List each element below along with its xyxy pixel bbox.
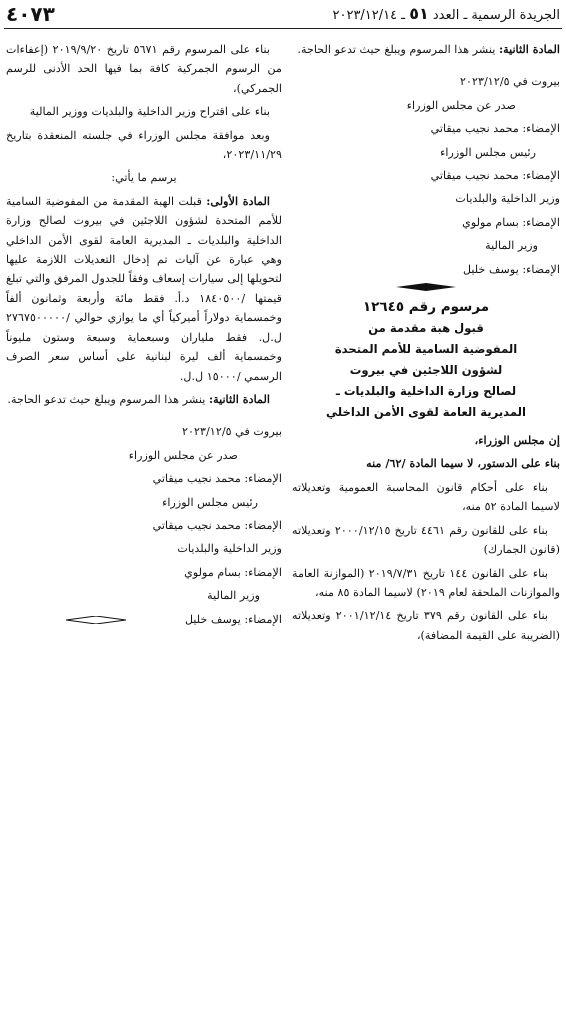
place-date: بيروت في ٢٠٢٣/١٢/٥	[182, 425, 282, 439]
legal-basis-paragraph: بناء على المرسوم رقم ٥٦٧١ تاريخ ٢٠١٩/٩/٢٠ (إعفاءات من الرسوم الجمركية كافة بما فيها الحد الأدنى للرسم الجمركي)،	[6, 43, 282, 95]
end-separator	[66, 616, 126, 624]
issue-number: ٥١	[409, 4, 429, 23]
signature-finance	[6, 610, 282, 629]
article-1-text: قبلت الهبة المقدمة من المفوضية السامية للأمم المتحدة لشؤون اللاجئين في بيروت لصالح وزارة الداخلية والبلديات ـ المديرية العامة لقوى الأمن الداخلي وهي عبارة عن آليات تم إدخال التعديلات اللازمة عليها لتحويلها إلى سيارات إسعاف وفقاً للجدول المرفق والتي تبلغ قيمتها /١٨٤٠٥٠٠ د.أ. فقط مائة وأربعة وثمانون ألفاً وخمسماية دولاراً أميركياً أي ما يوازي حوالي /٢٧٦٧٥٠٠٠٠٠ ل.ل. فقط ملياران وسبعماية وسبعة وستون مليوناً وخمسماية ألف ليرة لبنانية على أساس سعر الصرف الرسمي /١٥٠٠٠ ل.ل.	[6, 194, 282, 383]
issued-by: صدر عن مجلس الوزراء	[406, 98, 516, 112]
article-1-paragraph	[6, 192, 282, 386]
article-2-text: ينشر هذا المرسوم ويبلغ حيث تدعو الحاجة.	[297, 43, 496, 56]
article-2-label: المادة الثانية:	[208, 391, 270, 406]
decree-number: مرسوم رقم ١٢٦٤٥	[362, 299, 490, 316]
article-2-paragraph	[292, 40, 560, 59]
signature-pm-2: الإمضاء: محمد نجيب ميقاتي	[430, 169, 560, 183]
running-title: الجريدة الرسمية ـ العدد	[432, 8, 560, 23]
header-rule	[4, 28, 562, 29]
finance-minister-title: وزير المالية	[207, 589, 260, 603]
decree-title-line: قبول هبة مقدمة من	[368, 321, 484, 336]
right-column	[292, 40, 560, 649]
approval-paragraph: وبعد موافقة مجلس الوزراء في جلسته المنعقدة بتاريخ ٢٠٢٣/١١/٢٩،	[6, 128, 282, 162]
page-header	[6, 4, 560, 28]
pm-title: رئيس مجلس الوزراء	[440, 145, 536, 159]
article-2-text: ينشر هذا المرسوم ويبلغ حيث تدعو الحاجة.	[7, 392, 206, 406]
article-2-label: المادة الثانية:	[498, 42, 560, 56]
issued-by: صدر عن مجلس الوزراء	[128, 448, 238, 462]
decree-title-line: المفوضية السامية للأمم المتحدة	[334, 342, 518, 357]
signature-pm-1: الإمضاء: محمد نجيب ميقاتي	[152, 472, 282, 486]
legal-basis-paragraph: بناء على للقانون رقم ٤٤٦١ تاريخ ٢٠٠٠/١٢/١٥ وتعديلاته (قانون الجمارك)	[292, 523, 560, 557]
decrees-heading: يرسم ما يأتي:	[111, 171, 177, 185]
signature-finance-text: الإمضاء: يوسف خليل	[184, 612, 282, 626]
signature-interior: الإمضاء: بسام مولوي	[184, 565, 282, 579]
decree-title-line: لشؤون اللاجئين في بيروت	[349, 363, 503, 378]
article-2-paragraph	[6, 390, 282, 409]
signature-pm-1: الإمضاء: محمد نجيب ميقاتي	[430, 122, 560, 136]
decree-title-block	[292, 297, 560, 423]
decree-title-line: المديرية العامة لقوى الأمن الداخلي	[326, 405, 526, 420]
interior-minister-title: وزير الداخلية والبلديات	[455, 192, 560, 206]
signature-pm-2: الإمضاء: محمد نجيب ميقاتي	[152, 518, 282, 532]
council-intro: إن مجلس الوزراء،	[474, 433, 560, 448]
section-separator	[396, 283, 456, 291]
place-date: بيروت في ٢٠٢٣/١٢/٥	[460, 75, 560, 89]
legal-basis-paragraph: بناء على القانون رقم ٣٧٩ تاريخ ٢٠٠١/١٢/١٤ وتعديلاته (الضريبة على القيمة المضافة)،	[292, 609, 560, 642]
decree-title-line: لصالح وزارة الداخلية والبلديات ـ	[335, 384, 517, 399]
left-column	[6, 40, 282, 633]
interior-minister-title: وزير الداخلية والبلديات	[177, 542, 282, 556]
legal-basis-paragraph: بناء على القانون ١٤٤ تاريخ ٢٠١٩/٧/٣١ (الموازنة العامة والموازنات الملحقة لعام ٢٠١٩) لاسيما المادة ٨٥ منه،	[292, 566, 560, 599]
signature-finance: الإمضاء: يوسف خليل	[462, 262, 560, 276]
constitution-basis: بناء على الدستور، لا سيما المادة /٦٢/ منه	[366, 456, 560, 471]
legal-basis-paragraph: بناء على أحكام قانون المحاسبة العمومية وتعديلاته لاسيما المادة ٥٢ منه،	[292, 480, 560, 514]
signature-interior: الإمضاء: بسام مولوي	[462, 215, 560, 229]
finance-minister-title: وزير المالية	[485, 239, 538, 253]
page-number: ٤٠٧٣	[6, 2, 55, 26]
pm-title: رئيس مجلس الوزراء	[162, 495, 258, 509]
proposal-paragraph: بناء على اقتراح وزير الداخلية والبلديات ووزير المالية	[29, 105, 270, 119]
issue-date: ـ ٢٠٢٣/١٢/١٤	[332, 8, 406, 23]
article-1-label: المادة الأولى:	[206, 193, 270, 208]
running-header	[333, 4, 561, 23]
